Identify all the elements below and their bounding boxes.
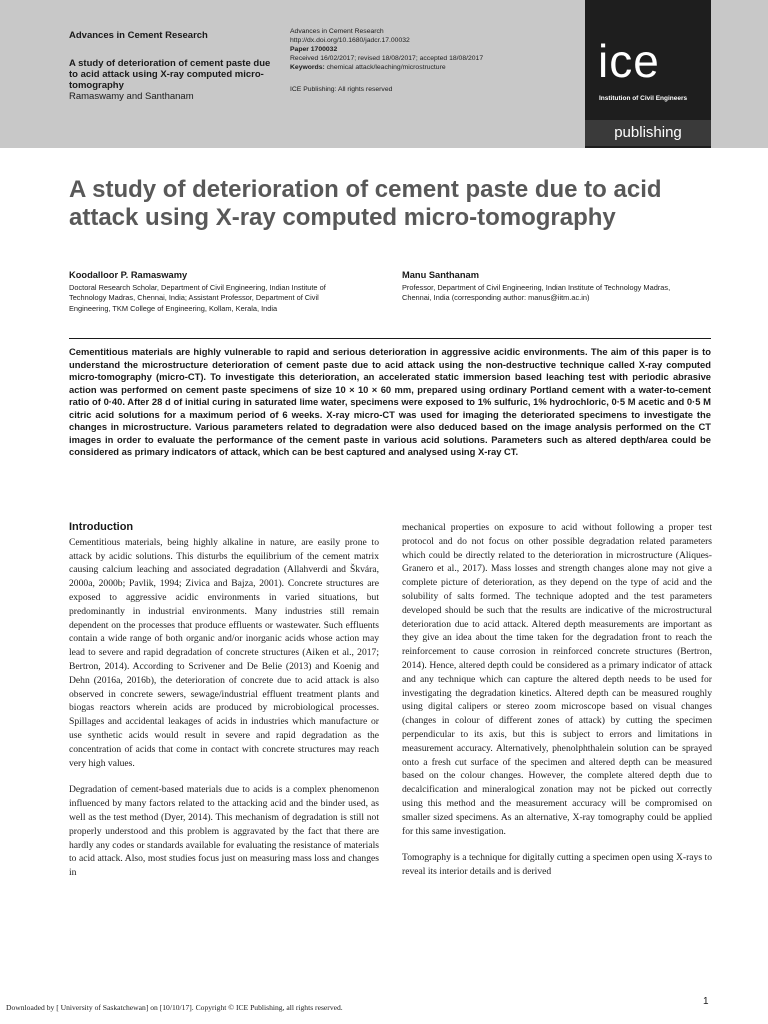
doi-link[interactable]: http://dx.doi.org/10.1680/jadcr.17.00032 [290, 37, 410, 44]
body-column-left [69, 521, 379, 893]
logo-publishing: publishing [585, 120, 711, 146]
section-heading: Introduction [69, 521, 134, 533]
ice-publishing-logo [585, 0, 711, 148]
body-paragraph: Cementitious materials, being highly alkaline in nature, are easily prone to attack by acidic solutions. This disturbs the equilibrium of the cement matrix causing calcium leaching and associated degradation (Allahverdi and Škvára, 2000a, 2000b; Pavlik, 1994; Zivica and Bajza, 2001). Concrete structures are exposed to aggressive acidic environments in varied situations, but predominantly in industrial environments. Many industries still remain dependent on the processes that produce effluents or wastewater. Such effluents contain a wide range of both organic and/or inorganic acids whose action may lead to severe and rapid degradation of concrete structures (Aiken et al., 2017; Bertron, 2014). According to Scrivener and De Belie (2013) and Koenig and Dehn (2016a, 2016b), the deterioration of concrete due to acid attack is also observed in concrete sewers, sewage/industrial effluent treatment plants and biogas reactors wherein acids are produced by microbiological processes. Spillages and accidental leakages of acids in industries which manufacture or use synthetic acids would result in severe and rapid degradation as the concentration of acids that come in contact with concrete structures may reach very high values. [69, 536, 379, 769]
journal-name: Advances in Cement Research [69, 30, 208, 41]
page-number: 1 [703, 996, 709, 1007]
running-authors: Ramaswamy and Santhanam [69, 91, 194, 102]
journal-header-band [0, 0, 768, 148]
author-block-2 [402, 270, 692, 304]
keywords-label: Keywords: [290, 64, 325, 71]
received-dates: Received 16/02/2017; revised 18/08/2017; accepted 18/08/2017 [290, 55, 484, 62]
author-name: Manu Santhanam [402, 270, 479, 280]
abstract: Cementitious materials are highly vulnerable to rapid and serious deterioration in aggressive acidic environments. The aim of this paper is to understand the microstructure deterioration of cement paste due to acid attack using the non-destructive technique called X-ray computed micro-tomography (micro-CT). To investigate this deterioration, an accelerated static immersion based leaching test with periodic abrasive action was performed on cement paste specimens of size 10 × 10 × 60 mm, prepared using ordinary Portland cement with a water-to-cement ratio of 0·40. After 28 d of initial curing in saturated lime water, specimens were exposed to 1% sulfuric, 1% hydrochloric, 0·5 M acetic and 0·5 M citric acid solutions for a maximum period of 6 weeks. X-ray micro-CT was used for imaging the deteriorated specimens to investigate the changes in microstructure. Various parameters related to degradation were also deduced based on the image analysis performed on the CT images in order to evaluate the performance of the cement paste in various acid solutions. Parameters such as altered depth/area could be considered as primary indicators of attack, which can be best captured and analysed using X-ray CT. [69, 346, 711, 457]
download-footer: Downloaded by [ University of Saskatchewan] on [10/10/17]. Copyright © ICE Publishing, all rights reserved. [6, 1003, 343, 1012]
body-column-right [402, 521, 712, 892]
article-metadata [290, 27, 580, 94]
header-left-block [69, 30, 279, 102]
keywords-value: chemical attack/leaching/microstructure [326, 64, 446, 71]
author-name: Koodalloor P. Ramaswamy [69, 270, 188, 280]
logo-mark: ice [598, 35, 660, 87]
author-affiliation: Professor, Department of Civil Engineering, Indian Institute of Technology Madras, Chennai, India (corresponding author: manus@iitm.ac.in) [402, 282, 671, 302]
author-affiliation: Doctoral Research Scholar, Department of Civil Engineering, Indian Institute of Technology Madras, Chennai, India; Assistant Professor, Department of Civil Engineering, TKM College of Engineering, Kollam, Kerala, India [69, 282, 326, 313]
paper-number: Paper 1700032 [290, 46, 338, 53]
article-title: A study of deterioration of cement paste due to acid attack using X-ray computed micro-tomography [69, 176, 662, 231]
keywords-line [290, 63, 580, 72]
rights-notice: ICE Publishing: All rights reserved [290, 86, 393, 93]
meta-journal: Advances in Cement Research [290, 28, 384, 35]
running-title: A study of deterioration of cement paste due to acid attack using X-ray computed micro-tomography [69, 58, 271, 91]
body-paragraph: Degradation of cement-based materials due to acids is a complex phenomenon influenced by many factors related to the attacking acid and the binder used, as well as the test method (Dyer, 2014). This mechanism of degradation is still not properly understood and this problem is aggravated by the fact that there are hardly any codes or standards available for evaluating the resistance of materials to acid attack. Also, most studies focus just on measuring mass loss and changes in [69, 784, 379, 879]
logo-institution: Institution of Civil Engineers [599, 95, 688, 102]
body-paragraph: mechanical properties on exposure to acid without following a proper test protocol and do not focus on other possible degradation related parameters which could be directly related to the deterioration in microstructure (Aliques-Granero et al., 2017). Mass losses and strength changes alone may not give a complete picture of deterioration, as they depend on the type of acid and the solubility of salts formed. The technique adopted and the test parameters developed should be such that the results are indicative of the microstructural deterioration due to acid attack. Altered depth measurements are important as they give an idea about the time taken for the degradation front to reach the reinforcement to cause corrosion in reinforced concrete structures (Bertron, 2014). Hence, altered depth could be considered as a primary indicator of attack and any technique which can capture the altered depth needs to be used for investigating the degradation kinetics. Altered depth can be measured roughly using digital calipers or stereo zoom microscope based on visual changes (changes in colour of different zones of attack) by cutting the specimen perpendicular to its axis, but this is subject to errors and limitations in measurement accuracy. Alternatively, phenolphthalein solution can be sprayed onto a fresh cut surface of the specimen and altered depth can be measured based on the colour changes. However, the complete altered depth due to decalcification and mineralogical zonation may not be picked out correctly using this method and the measurement accuracy will be compromised on smaller sized specimens. As an alternative, X-ray tomography could be applied for this same investigation. [402, 522, 712, 837]
author-block-1 [69, 270, 359, 314]
divider [69, 338, 711, 339]
body-paragraph: Tomography is a technique for digitally cutting a specimen open using X-rays to reveal its interior details and is derived [402, 852, 712, 878]
